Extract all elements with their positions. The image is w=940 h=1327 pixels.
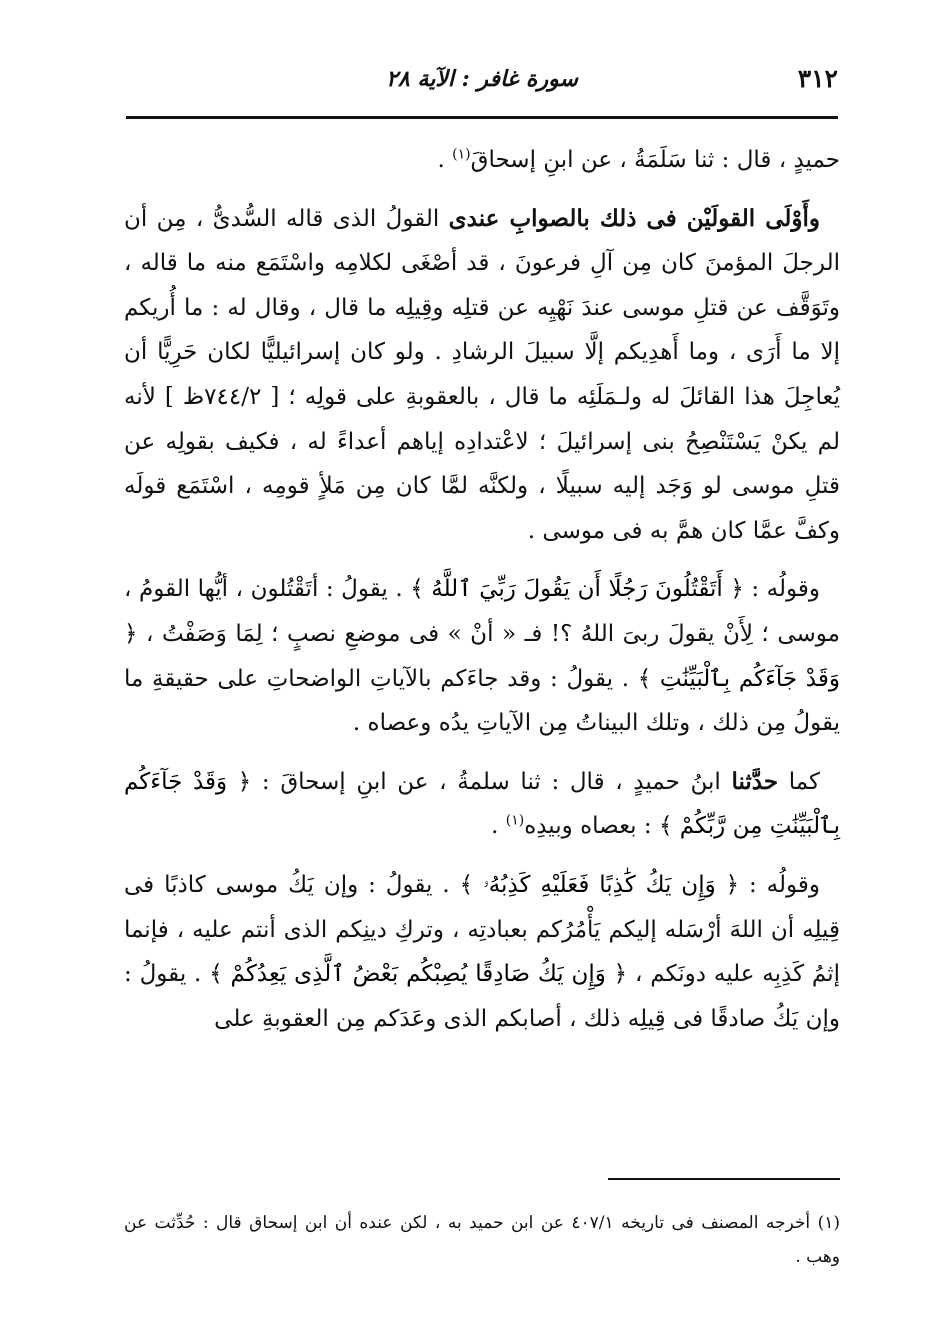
page-number: ٣١٢: [797, 64, 838, 93]
quran-verse-5: ﴿ وَإِن يَكُ صَادِقًا يُصِبْكُم بَعْضُ ٱلَّذِى يَعِدُكُمْ ﴾: [209, 961, 628, 988]
footnote-ref-1: (١): [452, 146, 471, 163]
paragraph-1-text: حميدٍ ، قال : ثنا سَلَمَةُ ، عن ابنِ إسحاقَ: [470, 147, 840, 173]
paragraph-3-lead: وقولُه :: [743, 576, 820, 603]
paragraph-2-text: القولُ الذى قاله السُّدىُّ ، مِن أن الرجلَ المؤمنَ كان مِن آلِ فرعونَ ، قد أصْغَى لكلامِه واسْتَمَع منه ما قاله ، وتَوَقَّف عن قتلِ موسى عندَ نَهْيِه عن قتلِه وقِيلِه ما قال ، وقال له : ما أُريكم إلا ما أَرَى ، وما أَهدِيكم إلَّا سبيلَ الرشادِ . ولو كان إسرائيليًّا لكان حَرِيًّا أن يُعاجِلَ هذا القائلَ له ولـمَلَئِه ما قال ، بالعقوبةِ على قولِه ؛ [ ٧٤٤/٢ظ ] لأنه لم يكنْ يَسْتَنْصِحُ بنى إسرائيلَ ؛ لاعْتدادِه إياهم أعداءً له ، فكيف بقولِه عن قتلِ موسى لو وَجَد إليه سبيلًا ، ولكنَّه لمَّا كان مِن مَلأٍ قومِه ، اسْتَمَع قولَه وكفَّ عمَّا كان همَّ به فى موسى .: [124, 205, 841, 544]
paragraph-4-lead: كما: [778, 768, 820, 795]
page-header: [126, 58, 838, 98]
paragraph-3-end: . يقولُ : وقد جاءَكم بالآياتِ الواضحاتِ على حقيقةِ ما يقولُ مِن ذلك ، وتلك البيناتُ مِن الآياتِ يدُه وعصاه .: [124, 665, 840, 737]
running-title: سورة غافر : الآية ٢٨: [386, 66, 578, 92]
paragraph-5: [124, 863, 840, 1041]
paragraph-1: [124, 138, 840, 183]
quran-verse-4: ﴿ وَإِن يَكُ كَٰذِبًا فَعَلَيْهِ كَذِبُهُۥ ﴾: [459, 871, 740, 898]
hadith-marker: حدَّثنا: [731, 767, 779, 795]
paragraph-4-tail: : بعصاه وبيدِه: [524, 813, 659, 840]
main-text: [124, 138, 840, 1055]
quran-verse-2: ﴿ وَقَدْ جَآءَكُم بِٱلْبَيِّنَٰتِ ﴾: [124, 620, 840, 692]
header-rule: [126, 116, 838, 119]
paragraph-4: [124, 760, 840, 849]
quran-verse-3: ﴿ وَقَدْ جَآءَكُم بِٱلْبَيِّنَٰتِ مِن رَّبِّكُمْ ﴾: [124, 768, 840, 840]
paragraph-3-text: . يقولُ : أتَقْتُلون ، أيُّها القومُ ، موسى ؛ لِأَنْ يقولَ ربىَ اللهُ ؟! فـ « أنْ » فى موضعِ نصبٍ ؛ لِمَا وَصَفْتُ ،: [124, 576, 840, 647]
paragraph-5-lead: وقولُه :: [739, 871, 820, 898]
paragraph-2: [124, 197, 840, 554]
paragraph-3: [124, 567, 840, 745]
quran-verse-1: ﴿ أَتَقْتُلُونَ رَجُلًا أَن يَقُولَ رَبِّيَ ٱللَّهُ ﴾: [410, 576, 744, 603]
footnote: (١) أخرجه المصنف فى تاريخه ٤٠٧/١ عن ابن حميد به ، لكن عنده أن ابن إسحاق قال : حُدِّثت عن وهب .: [124, 1213, 840, 1267]
paragraph-4-end: .: [491, 813, 506, 840]
paragraph-1-end: .: [437, 147, 453, 173]
paragraph-2-lead: وأَوْلَى القولَيْن فى ذلك بالصوابِ عندى: [448, 204, 821, 232]
paragraph-5-text: . يقولُ : وإن يَكُ موسى كاذبًا فى قِيلِه أن اللهَ أرْسَله إليكم يَأْمُرُكم بعبادتِه ، وتركِ دينِكم الذى أنتم عليه ، فإنما إثمُ كَذِبِه عليه دونَكم ،: [124, 871, 840, 988]
paragraph-5-end: . يقولُ : وإن يَكُ صادقًا فى قِيلِه ذلك ، أصابكم الذى وعَدَكم مِن العقوبةِ على: [124, 961, 840, 1032]
paragraph-4-text: ابنُ حميدٍ ، قال : ثنا سلمةُ ، عن ابنِ إسحاقَ :: [251, 768, 732, 795]
footnote-ref-2: (١): [505, 812, 525, 829]
footnote-rule: [608, 1178, 840, 1180]
